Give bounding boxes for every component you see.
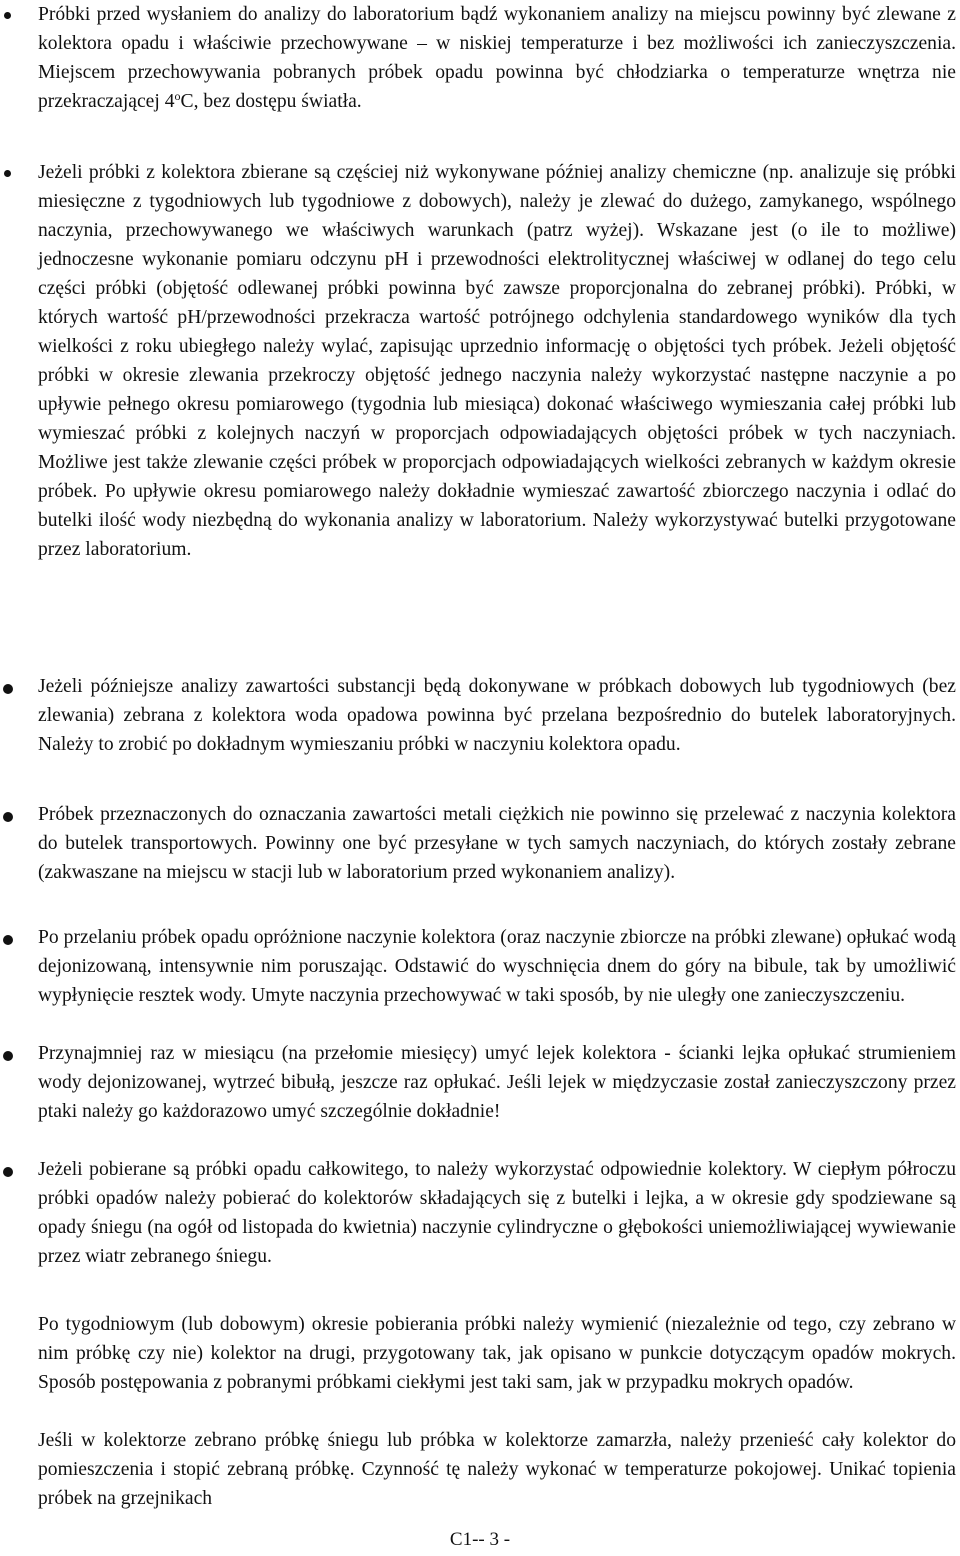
bullet-icon — [3, 935, 13, 945]
degree-sup: o — [174, 89, 181, 103]
page-number: C1-- 3 - — [449, 1529, 511, 1550]
paragraph-daily-weekly — [38, 672, 956, 759]
bullet-icon — [4, 12, 11, 19]
paragraph-text: Po przelaniu próbek opadu opróżnione naczynie kolektora (oraz naczynie zbiorcze na próbki zlewane) opłukać wodą dejonizowaną, intensywnie nim poruszając. Odstawić do wyschnięcia dnem do góry na bibule, tak by umożliwić wypłynięcie resztek wody. Umyte naczynia przechowywać w taki sposób, by nie uległy one zanieczyszczeniu. — [38, 927, 956, 1006]
paragraph-funnel — [38, 1039, 956, 1126]
bullet-icon — [3, 684, 13, 694]
paragraph-text: Przynajmniej raz w miesiącu (na przełomie miesięcy) umyć lejek kolektora - ścianki lejka opłukać strumieniem wody dejonizowanej, wytrzeć bibułą, jeszcze raz opłukać. Jeśli lejek w międzyczasie został zanieczyszczony przez ptaki należy go każdorazowo umyć szczególnie dokładnie! — [38, 1043, 956, 1122]
paragraph-text: Próbek przeznaczonych do oznaczania zawartości metali ciężkich nie powinno się przelewać z naczynia kolektora do butelek transportowych. Powinny one być przesyłane w tych samych naczyniach, do których zostały zebrane (zakwaszane na miejscu w stacji lub w laboratorium przed wykonaniem analizy). — [38, 804, 956, 883]
bullet-icon — [3, 812, 13, 822]
paragraph-text: Jeżeli późniejsze analizy zawartości substancji będą dokonywane w próbkach dobowych lub tygodniowych (bez zlewania) zebrana z kolektora woda opadowa powinna być przelana bezpośrednio do butelek laboratoryjnych. Należy to zrobić po dokładnym wymieszaniu próbki w naczyniu kolektora opadu. — [38, 676, 956, 755]
paragraph-heavy-metals — [38, 800, 956, 887]
bullet-icon — [3, 1051, 13, 1061]
paragraph-text-cont: C, bez dostępu światła. — [180, 91, 362, 112]
paragraph-rinsing — [38, 923, 956, 1010]
paragraph-weekly-exchange — [38, 1310, 956, 1397]
paragraph-text: Po tygodniowym (lub dobowym) okresie pobierania próbki należy wymienić (niezależnie od tego, czy zebrano w nim próbkę czy nie) kolektor na drugi, przygotowany tak, jak opisano w punkcie dotyczącym opadów mokrych. Sposób postępowania z pobranymi próbkami ciekłymi jest taki sam, jak w przypadku mokrych opadów. — [38, 1314, 956, 1393]
paragraph-pooling — [38, 158, 956, 564]
paragraph-snow — [38, 1426, 956, 1513]
paragraph-text: Jeśli w kolektorze zebrano próbkę śniegu lub próbka w kolektorze zamarzła, należy przenieść cały kolektor do pomieszczenia i stopić zebraną próbkę. Czynność tę należy wykonać w temperaturze pokojowej. Unikać topienia próbek na grzejnikach — [38, 1430, 956, 1509]
paragraph-total-deposition — [38, 1155, 956, 1271]
paragraph-storage — [38, 0, 956, 116]
paragraph-text: Próbki przed wysłaniem do analizy do laboratorium bądź wykonaniem analizy na miejscu powinny być zlewane z kolektora opadu i właściwie przechowywane – w niskiej temperaturze i bez możliwości ich zanieczyszczenia. Miejscem przechowywania pobranych próbek opadu powinna być chłodziarka o temperaturze wnętrza nie przekraczającej 4 — [38, 4, 956, 112]
paragraph-text: Jeżeli próbki z kolektora zbierane są częściej niż wykonywane później analizy chemiczne (np. analizuje się próbki miesięczne z tygodniowych lub tygodniowe z dobowych), należy je zlewać do dużego, zamykanego, wspólnego naczynia, przechowywanego we właściwych warunkach (patrz wyżej). Wskazane jest (o ile to możliwe) jednoczesne wykonanie pomiaru odczynu pH i przewodności elektrolitycznej właściwej w odlanej do tego celu części próbki (objętość odlewanej próbki powinna być zawsze proporcjonalna do zebranej próbki). Próbki, w których wartość pH/przewodności przekracza wartość potrójnego odchylenia standardowego wyników dla tych wielkości z roku ubiegłego należy wylać, zapisując uprzednio informację o objętości tych próbek. Jeżeli objętość próbki w okresie zlewania przekroczy objętość jednego naczynia należy wykorzystać następne naczynie a po upływie pełnego okresu pomiarowego (tygodnia lub miesiąca) dokonać właściwego wymieszania całej próbki lub wymieszać próbki z kolejnych naczyń w proporcjach odpowiadających objętości próbek w tych naczyniach. Możliwe jest także zlewanie części próbek w proporcjach odpowiadających wielkości zebranych w każdym okresie próbek. Po upływie okresu pomiarowego należy dokładnie wymieszać zawartość zbiorczego naczynia i odlać do butelki ilość wody niezbędną do wykonania analizy w laboratorium. Należy wykorzystywać butelki przygotowane przez laboratorium. — [38, 162, 956, 560]
bullet-icon — [4, 170, 11, 177]
bullet-icon — [3, 1167, 13, 1177]
paragraph-text: Jeżeli pobierane są próbki opadu całkowitego, to należy wykorzystać odpowiednie kolektory. W ciepłym półroczu próbki opadów należy pobierać do kolektorów składających się z butelki i lejka, a w okresie gdy spodziewane są opady śniegu (na ogół od listopada do kwietnia) naczynie cylindryczne o głębokości uniemożliwiającej wywiewanie przez wiatr zebranego śniegu. — [38, 1159, 956, 1267]
